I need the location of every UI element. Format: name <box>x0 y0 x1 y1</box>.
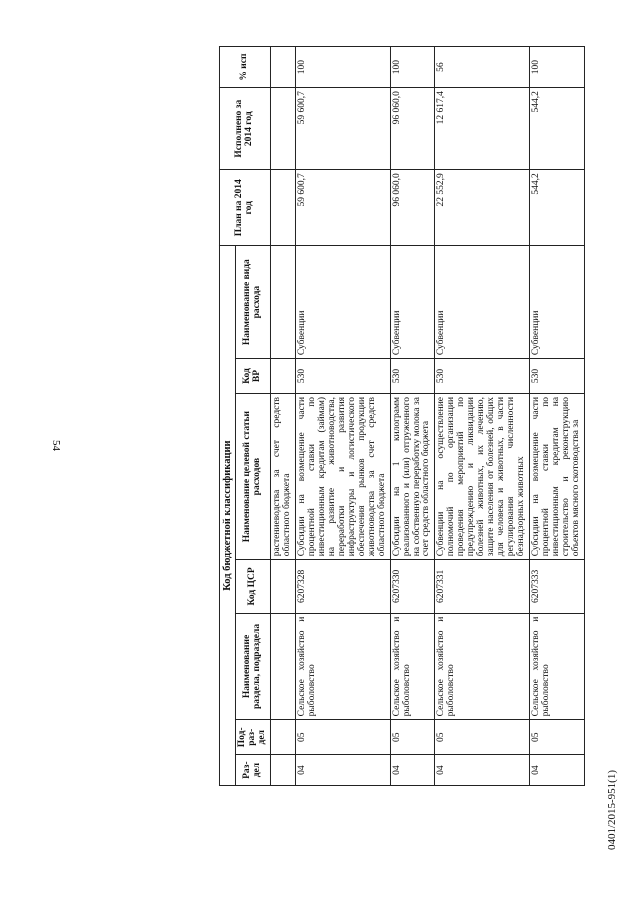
page-number: 54 <box>50 440 62 451</box>
header-name-statya: Наименование целевой статьи расходов <box>236 393 271 559</box>
cell-vr: 530 <box>295 359 390 394</box>
budget-table <box>219 46 585 786</box>
cell-plan: 96 060,0 <box>390 170 435 246</box>
cell-ispolneno: 544,2 <box>530 88 585 170</box>
cell-razdel: 04 <box>435 755 530 786</box>
cell-name-statya: Субсидии на 1 килограмм реализованного и (или) отгруженного на собственную переработку молока за счет средств областного бюджета <box>390 393 435 559</box>
header-csr: Код ЦСР <box>236 560 271 613</box>
continuation-text: растениеводства за счет средств областного бюджета <box>270 393 295 559</box>
cell-plan: 544,2 <box>530 170 585 246</box>
header-vr: Код ВР <box>236 359 271 394</box>
cell-name-razdel: Сельское хозяйство и рыболовство <box>435 613 530 720</box>
header-ispolneno: Исполнено за 2014 год <box>219 88 270 170</box>
cell-vr: 530 <box>435 359 530 394</box>
cell-podrazdel: 05 <box>295 720 390 755</box>
cell-razdel: 04 <box>390 755 435 786</box>
cell-pct: 56 <box>435 47 530 88</box>
header-plan: План на 2014 год <box>219 170 270 246</box>
cell-plan: 59 600,7 <box>295 170 390 246</box>
cell-ispolneno: 59 600,7 <box>295 88 390 170</box>
table-row-continuation <box>270 47 295 786</box>
table-row <box>530 47 585 786</box>
cell-name-vr: Субвенции <box>390 246 435 359</box>
cell-name-statya: Субсидии на возмещение части процентной ставки по инвестиционным кредитам на строительство и реконструкцию объектов мясного скотоводства за <box>530 393 585 559</box>
cell-ispolneno: 12 617,4 <box>435 88 530 170</box>
cell-pct: 100 <box>295 47 390 88</box>
cell-pct: 100 <box>530 47 585 88</box>
table-row <box>435 47 530 786</box>
cell-name-razdel: Сельское хозяйство и рыболовство <box>390 613 435 720</box>
cell-razdel: 04 <box>530 755 585 786</box>
cell-pct: 100 <box>390 47 435 88</box>
cell-csr: 6207328 <box>295 560 390 613</box>
cell-podrazdel: 05 <box>435 720 530 755</box>
cell-name-statya: Субсидии на возмещение части процентной ставки по инвестиционным кредитам (займам) на развитие животноводства, переработки и развития инфраструктуры и логистического обеспечения рынков продукции животноводства за счет средств областного бюджета <box>295 393 390 559</box>
header-name-razdel: Наименование раздела, подраздела <box>236 613 271 720</box>
cell-csr: 6207330 <box>390 560 435 613</box>
cell-name-vr: Субвенции <box>530 246 585 359</box>
cell-podrazdel: 05 <box>530 720 585 755</box>
header-name-vr: Наименование вида расхода <box>236 246 271 359</box>
header-pct: % исп <box>219 47 270 88</box>
cell-name-vr: Субвенции <box>435 246 530 359</box>
table-row <box>295 47 390 786</box>
cell-vr: 530 <box>390 359 435 394</box>
cell-name-razdel: Сельское хозяйство и рыболовство <box>295 613 390 720</box>
cell-csr: 6207333 <box>530 560 585 613</box>
cell-plan: 22 552,9 <box>435 170 530 246</box>
cell-vr: 530 <box>530 359 585 394</box>
header-podrazdel: Под-раз-дел <box>236 720 271 755</box>
cell-name-statya: Субвенции на осуществление полномочий по организации проведения мероприятий по предупреждению и ликвидации болезней животных, их лечению, защите населения от болезней, общих для человека и животных, в части регулирования численности безнадзорных животных <box>435 393 530 559</box>
cell-razdel: 04 <box>295 755 390 786</box>
cell-name-razdel: Сельское хозяйство и рыболовство <box>530 613 585 720</box>
document-id: 0401/2015-951(1) <box>606 770 618 851</box>
group-header: Код бюджетной классификации <box>219 246 235 786</box>
cell-podrazdel: 05 <box>390 720 435 755</box>
table-row <box>390 47 435 786</box>
cell-ispolneno: 96 060,0 <box>390 88 435 170</box>
cell-name-vr: Субвенции <box>295 246 390 359</box>
cell-csr: 6207331 <box>435 560 530 613</box>
header-razdel: Раз-дел <box>236 755 271 786</box>
